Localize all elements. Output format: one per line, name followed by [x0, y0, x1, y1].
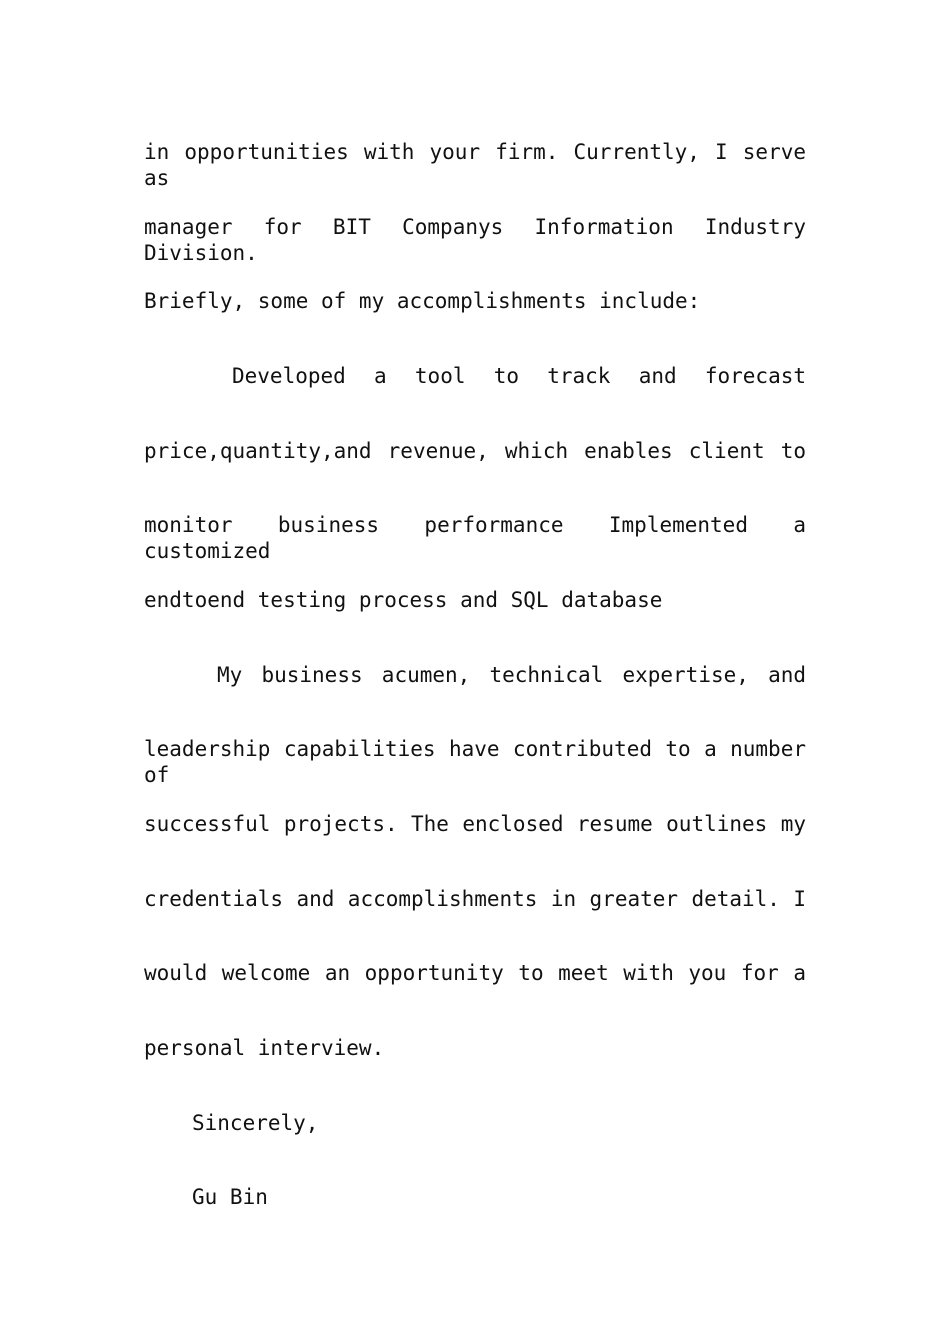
closing: Sincerely,	[192, 1111, 319, 1135]
paragraph-line-6: monitor business performance Implemented a customized	[144, 513, 806, 563]
paragraph-line-13: personal interview.	[144, 1036, 385, 1060]
paragraph-line-10: successful projects. The enclosed resume outlines my	[144, 812, 806, 836]
paragraph-line-8: My business acumen, technical expertise, and	[217, 663, 806, 687]
paragraph-line-4: Developed a tool to track and forecast	[232, 364, 806, 388]
paragraph-line-2: manager for BIT Companys Information Industry Division.	[144, 215, 806, 265]
paragraph-line-12: would welcome an opportunity to meet with you for a	[144, 961, 806, 985]
paragraph-line-5: price,quantity,and revenue, which enables client to	[144, 439, 806, 463]
paragraph-line-9: leadership capabilities have contributed to a number of	[144, 737, 806, 787]
paragraph-line-3: Briefly, some of my accomplishments include:	[144, 289, 701, 313]
paragraph-line-1: in opportunities with your firm. Currently, I serve as	[144, 140, 806, 190]
paragraph-line-11: credentials and accomplishments in greater detail. I	[144, 887, 806, 911]
paragraph-line-7: endtoend testing process and SQL database	[144, 588, 663, 612]
signature: Gu Bin	[192, 1185, 268, 1209]
